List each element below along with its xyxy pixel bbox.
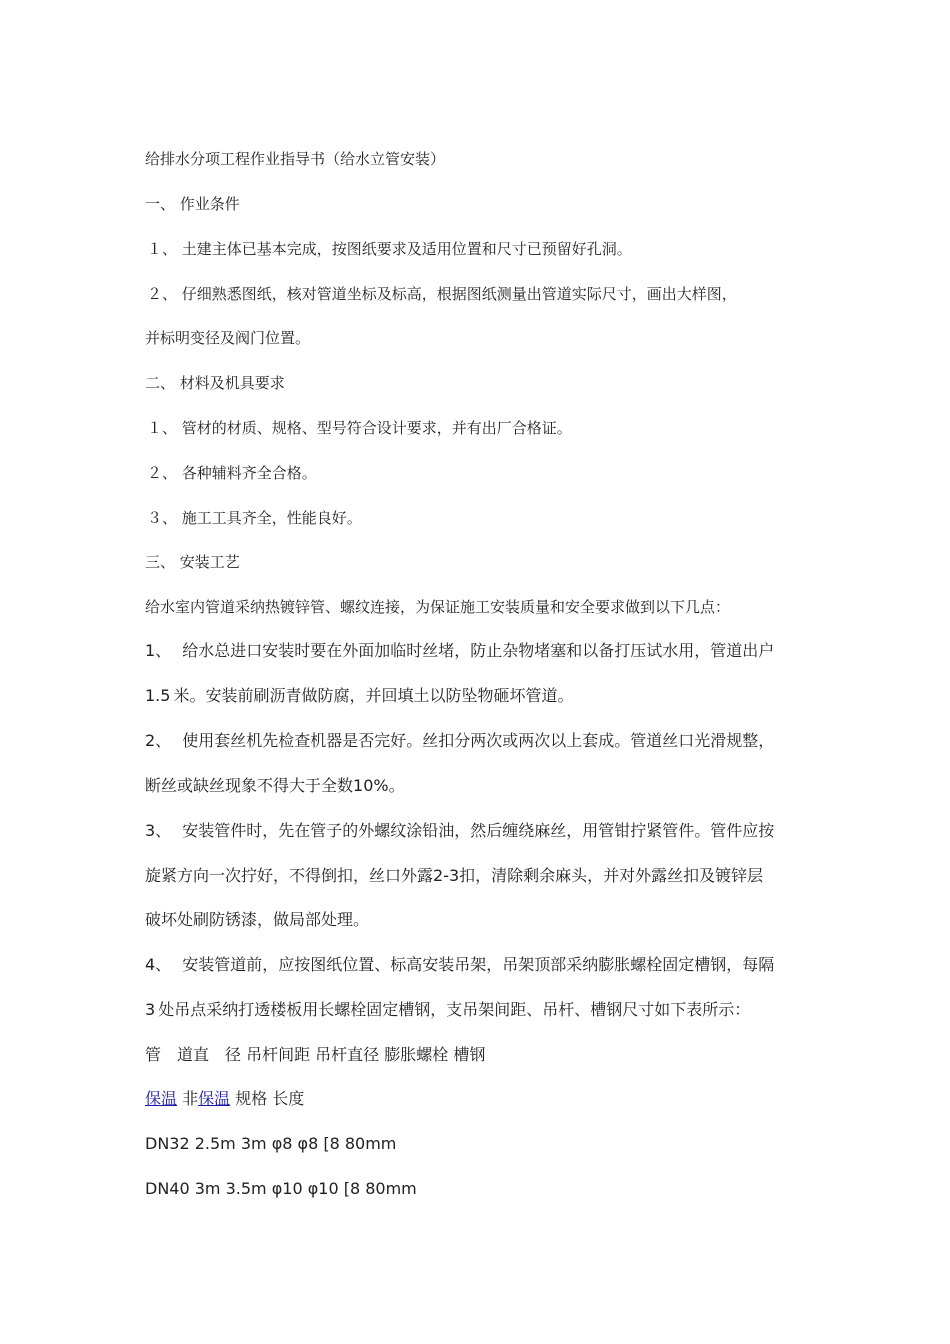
paragraph-text: 扣，清除剩余麻头，并对外露丝扣及镀锌层 (459, 866, 764, 885)
table-subheader-text: 非 (177, 1089, 199, 1108)
paragraph-1 (145, 641, 774, 661)
paragraph-4-continuation (145, 1000, 750, 1020)
list-item (147, 508, 362, 528)
section-heading-conditions: 一、 作业条件 (145, 195, 240, 213)
paragraph-text: 使用套丝机先检查机器是否完好。丝扣分两次或两次以上套成。管道丝口光滑规整， (182, 731, 775, 750)
item-number: １、 (147, 419, 178, 437)
paragraph-text: 安装管件时，先在管子的外螺纹涂铅油，然后缠绕麻丝，用管钳拧紧管件。管件应按 (182, 821, 775, 840)
item-text: 仔细熟悉图纸，核对管道坐标及标高，根据图纸测量出管道实际尺寸，画出大样图， (181, 285, 737, 303)
paragraph-3-continuation: 破坏处刷防锈漆，做局部处理。 (145, 910, 370, 929)
list-item (147, 284, 737, 304)
item-number: １、 (147, 240, 178, 258)
item-text: 施工工具齐全，性能良好。 (181, 509, 362, 527)
paragraph-2-continuation (145, 776, 405, 796)
item-number: ３、 (147, 509, 178, 527)
paragraph-number: 4、 (145, 955, 172, 974)
paragraph-number: 2、 (145, 731, 172, 750)
inline-number: 1.5 (145, 686, 171, 705)
paragraph-number: 1、 (145, 641, 172, 660)
table-subheader (145, 1089, 304, 1109)
item-text: 管材的材质、规格、型号符合设计要求，并有出厂合格证。 (181, 419, 572, 437)
item-text: 土建主体已基本完成，按图纸要求及适用位置和尺寸已预留好孔洞。 (181, 240, 632, 258)
paragraph-3 (145, 821, 774, 841)
inline-number: 3 (145, 1000, 156, 1019)
document-title: 给排水分项工程作业指导书（给水立管安装） (145, 150, 446, 168)
table-subheader-text: 规格 长度 (230, 1089, 305, 1108)
paragraph-text: 米。安装前刷沥青做防腐，并回填土以防坠物砸坏管道。 (173, 686, 574, 705)
paragraph-text: 安装管道前，应按图纸位置、标高安装吊架，吊架顶部采纳膨胀螺栓固定槽钢，每隔 (182, 955, 775, 974)
list-item (147, 418, 572, 438)
paragraph-text: 。 (388, 776, 405, 795)
paragraph-3-continuation (145, 866, 763, 886)
inline-number: 2-3 (433, 866, 460, 885)
paragraph-text: 给水总进口安装时要在外面加临时丝堵，防止杂物堵塞和以备打压试水用，管道出户 (182, 641, 775, 660)
section-heading-materials: 二、 材料及机具要求 (145, 374, 285, 392)
paragraph-number: 3、 (145, 821, 172, 840)
paragraph-text: 旋紧方向一次拧好，不得倒扣，丝口外露 (145, 866, 434, 885)
item-text: 各种辅料齐全合格。 (181, 464, 317, 482)
inline-number: 10% (353, 776, 389, 795)
insulation-link[interactable]: 保温 (198, 1089, 231, 1108)
table-row: DN40 3m 3.5m φ10 φ10 [8 80mm (145, 1179, 417, 1198)
table-row: DN32 2.5m 3m φ8 φ8 [8 80mm (145, 1134, 397, 1153)
paragraph-text: 处吊点采纳打透楼板用长螺栓固定槽钢，支吊架间距、吊杆、槽钢尺寸如下表所示： (158, 1000, 751, 1019)
item-number: ２、 (147, 464, 178, 482)
list-item (147, 463, 317, 483)
paragraph-continuation: 并标明变径及阀门位置。 (145, 329, 311, 347)
section-heading-process: 三、 安装工艺 (145, 553, 240, 571)
item-number: ２、 (147, 285, 178, 303)
paragraph-2 (145, 731, 774, 751)
paragraph-text: 断丝或缺丝现象不得大于全数 (145, 776, 354, 795)
table-header: 管 道直 径 吊杆间距 吊杆直径 膨胀螺栓 槽钢 (145, 1045, 486, 1064)
list-item (147, 239, 632, 259)
insulation-link[interactable]: 保温 (145, 1089, 178, 1108)
section-intro: 给水室内管道采纳热镀锌管、螺纹连接，为保证施工安装质量和安全要求做到以下几点： (145, 598, 731, 616)
paragraph-1-continuation (145, 686, 573, 706)
paragraph-4 (145, 955, 774, 975)
